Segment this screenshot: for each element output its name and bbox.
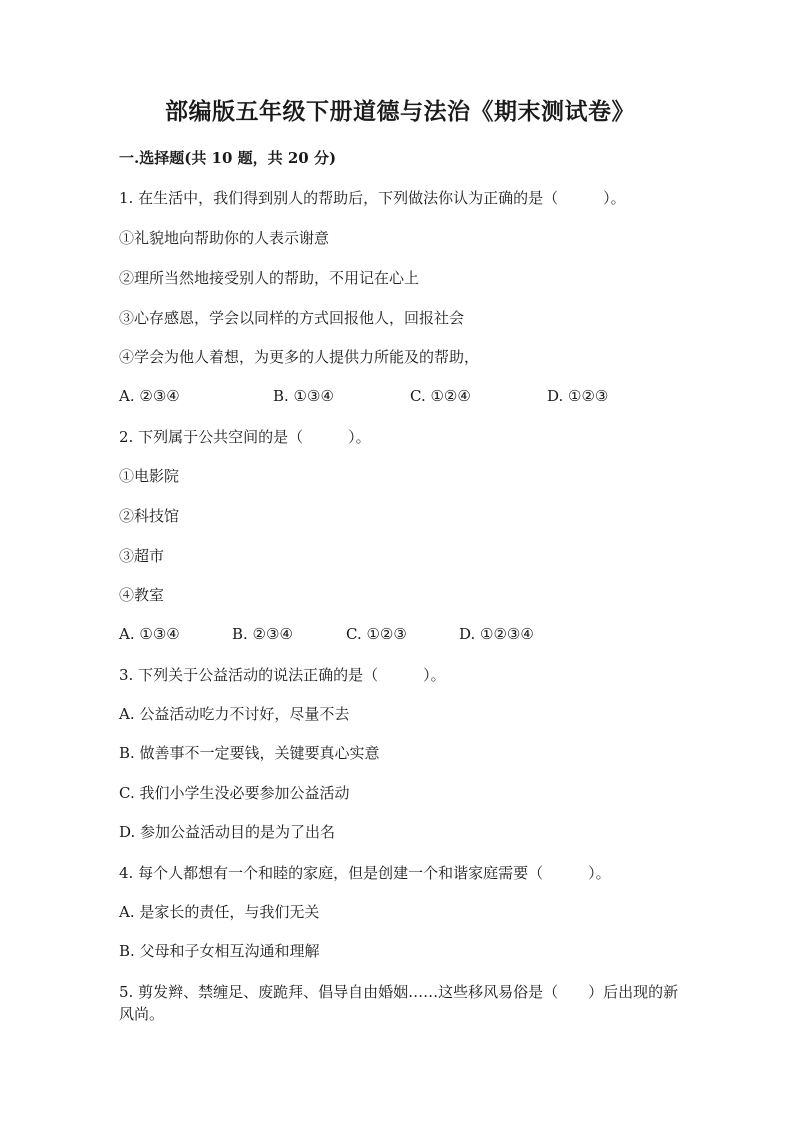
- choice-item[interactable]: A. 是家长的责任，与我们无关: [119, 903, 320, 921]
- statement-item: ④学会为他人着想，为更多的人提供力所能及的帮助，: [119, 348, 480, 366]
- statement-item: ①电影院: [119, 467, 180, 485]
- option-d[interactable]: D. ①②③: [547, 387, 609, 405]
- question-stem: 3. 下列关于公益活动的说法正确的是（ ）。: [119, 666, 446, 684]
- statement-item: ②理所当然地接受别人的帮助，不用记在心上: [119, 269, 420, 287]
- statement-item: ②科技馆: [119, 507, 180, 525]
- option-b[interactable]: B. ①③④: [273, 387, 334, 405]
- choice-item[interactable]: C. 我们小学生没必要参加公益活动: [119, 784, 350, 802]
- option-b[interactable]: B. ②③④: [232, 625, 293, 643]
- choice-item[interactable]: D. 参加公益活动目的是为了出名: [119, 823, 336, 841]
- statement-item: ③超市: [119, 547, 165, 565]
- option-a[interactable]: A. ②③④: [119, 387, 180, 405]
- section-heading: 一.选择题(共 10 题，共 20 分): [119, 149, 337, 167]
- page-title: 部编版五年级下册道德与法治《期末测试卷》: [165, 98, 635, 125]
- option-d[interactable]: D. ①②③④: [459, 625, 534, 643]
- statement-item: ③心存感恩，学会以同样的方式回报他人，回报社会: [119, 309, 465, 327]
- choice-item[interactable]: B. 做善事不一定要钱，关键要真心实意: [119, 744, 380, 762]
- statement-item: ①礼貌地向帮助你的人表示谢意: [119, 229, 330, 247]
- option-a[interactable]: A. ①③④: [119, 625, 180, 643]
- option-c[interactable]: C. ①②③: [346, 625, 407, 643]
- question-stem: 4. 每个人都想有一个和睦的家庭，但是创建一个和谐家庭需要（ ）。: [119, 864, 611, 882]
- statement-item: ④教室: [119, 586, 165, 604]
- choice-item[interactable]: B. 父母和子女相互沟通和理解: [119, 942, 320, 960]
- option-c[interactable]: C. ①②④: [410, 387, 471, 405]
- question-stem: 5. 剪发辫、禁缠足、废跪拜、倡导自由婚姻……这些移风易俗是（ ）后出现的新风尚。: [119, 983, 679, 1023]
- question-stem: 1. 在生活中，我们得到别人的帮助后，下列做法你认为正确的是（ ）。: [119, 189, 626, 207]
- question-stem: 2. 下列属于公共空间的是（ ）。: [119, 428, 371, 446]
- choice-item[interactable]: A. 公益活动吃力不讨好，尽量不去: [119, 705, 350, 723]
